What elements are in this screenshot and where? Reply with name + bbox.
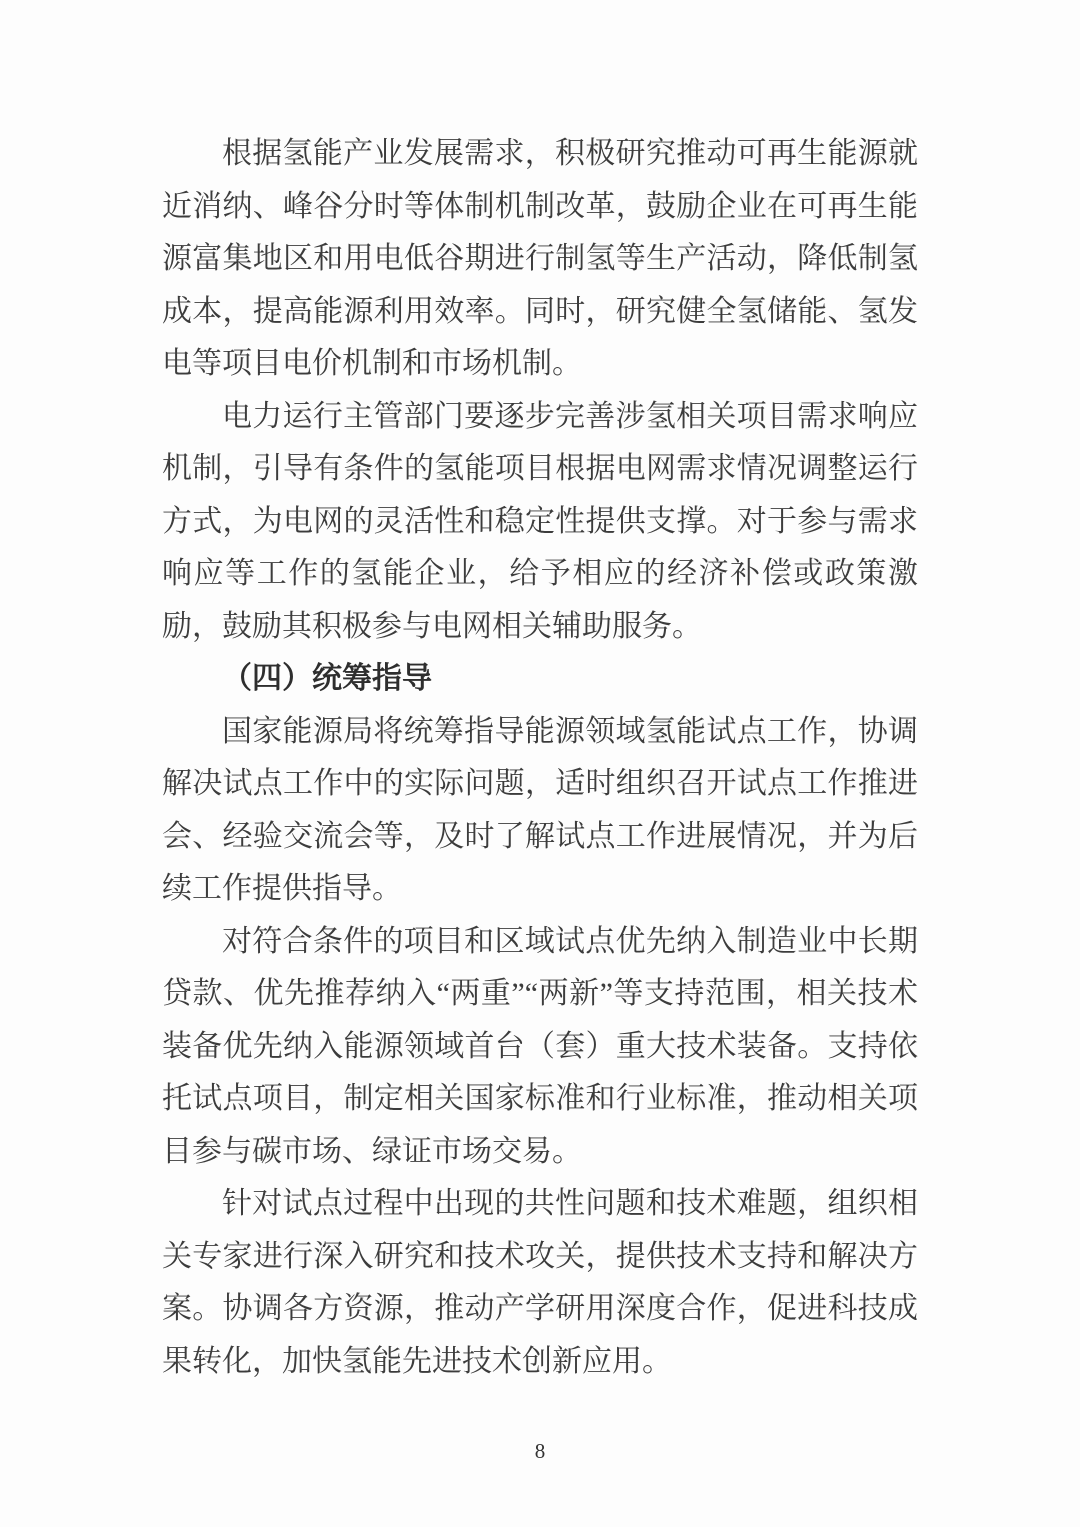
paragraph-technical-research-support: 针对试点过程中出现的共性问题和技术难题，组织相关专家进行深入研究和技术攻关，提供技术支持和解决方案。协调各方资源，推动产学研用深度合作，促进科技成果转化，加快氢能先进技术创新应用。 xyxy=(162,1187,918,1378)
paragraph-priority-support-scope: 对符合条件的项目和区域试点优先纳入制造业中长期贷款、优先推荐纳入“两重”“两新”等支持范围，相关技术装备优先纳入能源领域首台（套）重大技术装备。支持依托试点项目，制定相关国家标准和行业标准，推动相关项目参与碳市场、绿证市场交易。 xyxy=(162,924,918,1168)
section-heading-overall-guidance: （四）统筹指导 xyxy=(222,662,432,695)
page-body xyxy=(162,128,918,1388)
paragraph-nea-pilot-guidance: 国家能源局将统筹指导能源领域氢能试点工作，协调解决试点工作中的实际问题，适时组织召开试点工作推进会、经验交流会等，及时了解试点工作进展情况，并为后续工作提供指导。 xyxy=(162,714,918,905)
paragraph-demand-response-mechanism: 电力运行主管部门要逐步完善涉氢相关项目需求响应机制，引导有条件的氢能项目根据电网需求情况调整运行方式，为电网的灵活性和稳定性提供支撑。对于参与需求响应等工作的氢能企业，给予相应的经济补偿或政策激励，鼓励其积极参与电网相关辅助服务。 xyxy=(162,399,918,643)
paragraph-renewable-energy-mechanism: 根据氢能产业发展需求，积极研究推动可再生能源就近消纳、峰谷分时等体制机制改革，鼓励企业在可再生能源富集地区和用电低谷期进行制氢等生产活动，降低制氢成本，提高能源利用效率。同时，研究健全氢储能、氢发电等项目电价机制和市场机制。 xyxy=(162,137,918,380)
page-number: 8 xyxy=(534,1439,546,1463)
